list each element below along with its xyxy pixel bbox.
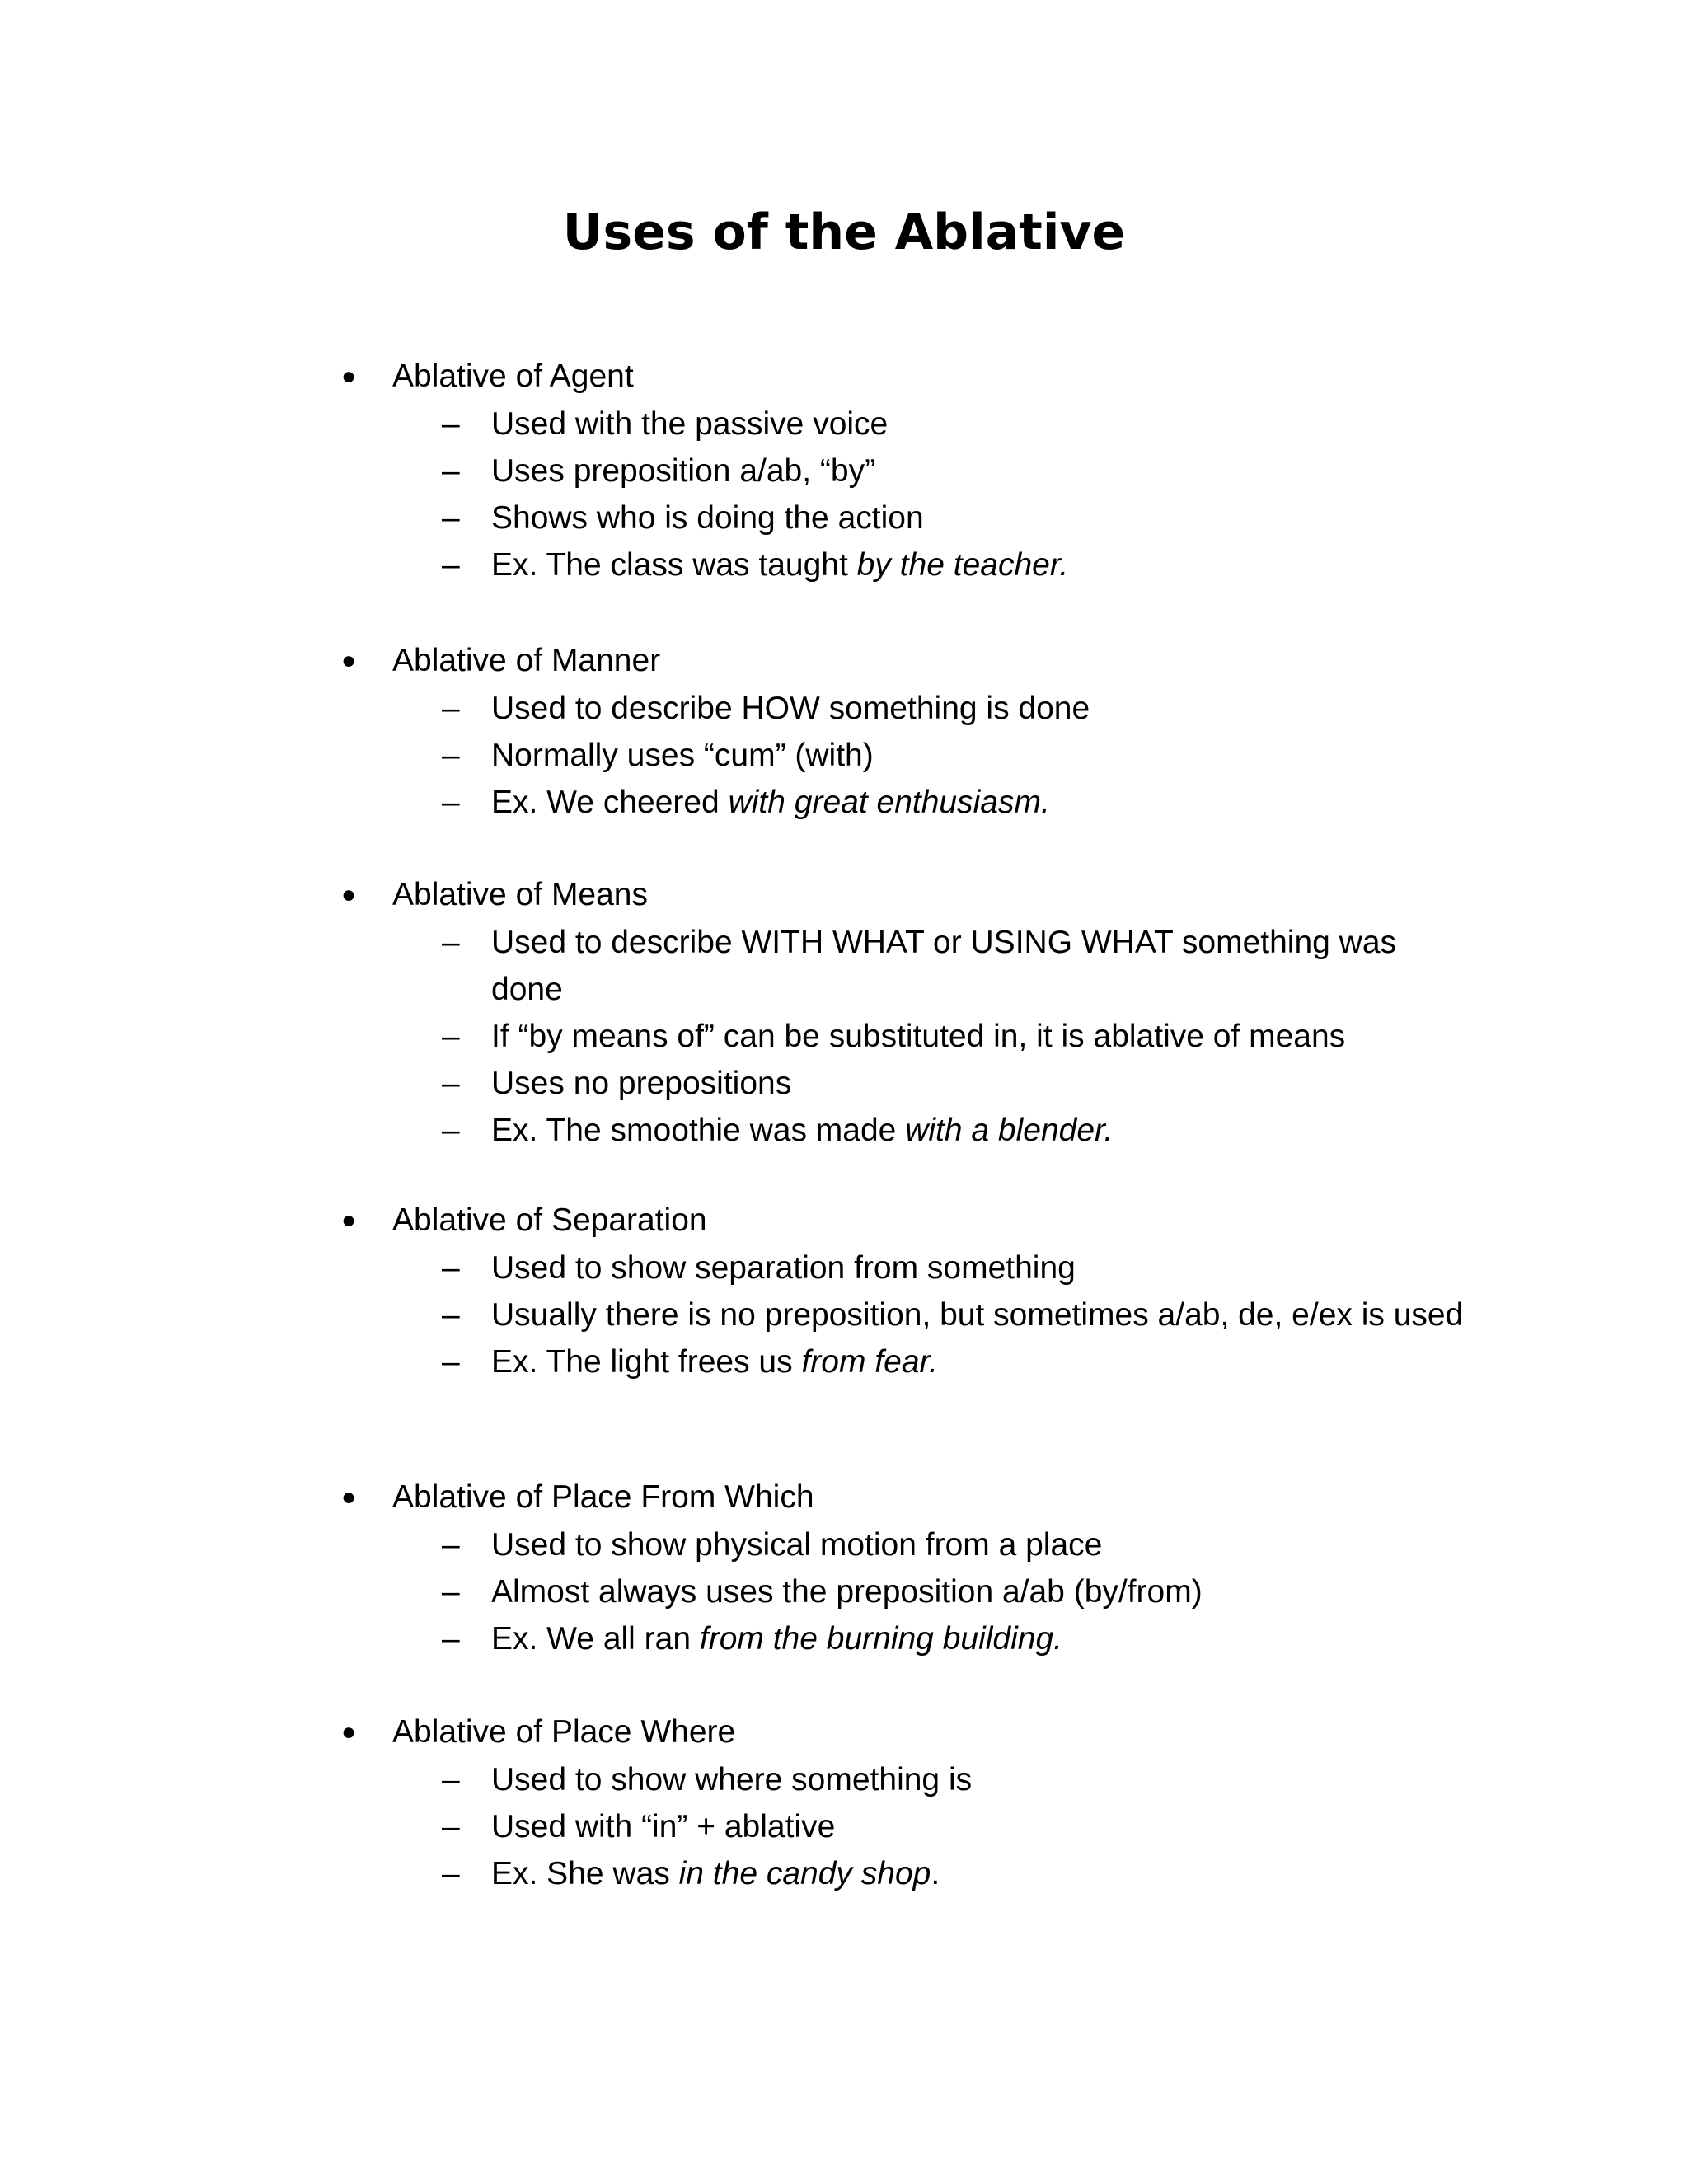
example-italic-text: from the burning building. bbox=[699, 1621, 1062, 1657]
list-item bbox=[0, 1803, 1688, 1850]
dash-icon: – bbox=[442, 1527, 460, 1563]
section-ablative-of-separation bbox=[0, 1197, 1688, 1385]
example-plain-text: Ex. She was bbox=[491, 1856, 679, 1891]
section-heading bbox=[0, 1197, 1688, 1244]
list-item-text: Shows who is doing the action bbox=[491, 500, 924, 536]
section-ablative-of-place-where bbox=[0, 1708, 1688, 1897]
example-italic-text: in the candy shop bbox=[678, 1856, 931, 1891]
dash-icon: – bbox=[442, 925, 460, 960]
list-item-text: Uses preposition a/ab, “by” bbox=[491, 453, 876, 489]
section-heading bbox=[0, 1708, 1688, 1756]
list-item-text: Almost always uses the preposition a/ab (by/from) bbox=[491, 1574, 1203, 1610]
list-item-text: Used to describe HOW something is done bbox=[491, 691, 1090, 726]
example-text bbox=[491, 1338, 1464, 1385]
example-text bbox=[491, 1850, 1464, 1897]
section-heading-text: Ablative of Agent bbox=[392, 359, 634, 394]
list-item-text: Used with “in” + ablative bbox=[491, 1809, 836, 1844]
bullet-icon: ● bbox=[341, 363, 357, 390]
example-plain-text: Ex. We all ran bbox=[491, 1621, 700, 1657]
dash-icon: – bbox=[442, 547, 460, 583]
dash-icon: – bbox=[442, 406, 460, 442]
example-item bbox=[0, 1338, 1688, 1385]
example-item bbox=[0, 541, 1688, 588]
dash-icon: – bbox=[442, 1066, 460, 1101]
example-plain-text: Ex. The light frees us bbox=[491, 1344, 802, 1380]
list-item-text: Used with the passive voice bbox=[491, 406, 889, 442]
section-ablative-of-manner bbox=[0, 637, 1688, 826]
bullet-icon: ● bbox=[341, 1718, 357, 1746]
list-item bbox=[0, 401, 1688, 448]
list-item bbox=[0, 919, 1688, 1013]
example-plain-text: Ex. The class was taught bbox=[491, 547, 857, 583]
example-trailing-text: . bbox=[931, 1856, 940, 1891]
dash-icon: – bbox=[442, 1762, 460, 1797]
example-item bbox=[0, 1850, 1688, 1897]
dash-icon: – bbox=[442, 1344, 460, 1380]
list-item-text: Normally uses “cum” (with) bbox=[491, 738, 874, 773]
example-italic-text: with a blender. bbox=[905, 1113, 1114, 1148]
section-ablative-of-means bbox=[0, 871, 1688, 1154]
section-heading bbox=[0, 871, 1688, 919]
list-item-text: Used to show physical motion from a place bbox=[491, 1527, 1103, 1563]
list-item bbox=[0, 1756, 1688, 1803]
dash-icon: – bbox=[442, 1621, 460, 1657]
dash-icon: – bbox=[442, 1113, 460, 1148]
dash-icon: – bbox=[442, 785, 460, 820]
list-item-text: Used to show separation from something bbox=[491, 1250, 1076, 1286]
example-italic-text: from fear. bbox=[801, 1344, 938, 1380]
list-item bbox=[0, 1521, 1688, 1568]
page-title: Uses of the Ablative bbox=[562, 204, 1126, 261]
section-heading bbox=[0, 1474, 1688, 1521]
example-text bbox=[491, 1615, 1464, 1662]
list-item-text: Used to show where something is bbox=[491, 1762, 973, 1797]
section-heading-text: Ablative of Means bbox=[392, 877, 649, 912]
list-item-text: Usually there is no preposition, but sometimes a/ab, de, e/ex is used bbox=[491, 1297, 1464, 1333]
example-italic-text: with great enthusiasm. bbox=[728, 785, 1050, 820]
list-item bbox=[0, 448, 1688, 494]
example-item bbox=[0, 779, 1688, 826]
example-italic-text: by the teacher. bbox=[856, 547, 1069, 583]
dash-icon: – bbox=[442, 453, 460, 489]
section-heading-text: Ablative of Place Where bbox=[392, 1714, 736, 1750]
section-heading-text: Ablative of Manner bbox=[392, 643, 661, 678]
dash-icon: – bbox=[442, 500, 460, 536]
dash-icon: – bbox=[442, 1809, 460, 1844]
list-item bbox=[0, 1060, 1688, 1107]
list-item-text: If “by means of” can be substituted in, it is ablative of means bbox=[491, 1019, 1346, 1054]
section-heading-text: Ablative of Separation bbox=[392, 1202, 707, 1238]
example-text bbox=[491, 541, 1464, 588]
section-heading bbox=[0, 637, 1688, 685]
section-heading bbox=[0, 353, 1688, 401]
dash-icon: – bbox=[442, 1574, 460, 1610]
dash-icon: – bbox=[442, 1856, 460, 1891]
dash-icon: – bbox=[442, 738, 460, 773]
list-item bbox=[0, 685, 1688, 732]
dash-icon: – bbox=[442, 1250, 460, 1286]
bullet-icon: ● bbox=[341, 1483, 357, 1511]
example-text bbox=[491, 1107, 1464, 1154]
list-item bbox=[0, 732, 1688, 779]
bullet-icon: ● bbox=[341, 881, 357, 908]
example-plain-text: Ex. We cheered bbox=[491, 785, 729, 820]
section-ablative-of-agent bbox=[0, 353, 1688, 588]
bullet-icon: ● bbox=[341, 647, 357, 674]
list-item bbox=[0, 1244, 1688, 1291]
section-ablative-of-place-from-which bbox=[0, 1474, 1688, 1662]
example-item bbox=[0, 1107, 1688, 1154]
example-plain-text: Ex. The smoothie was made bbox=[491, 1113, 906, 1148]
example-text bbox=[491, 779, 1464, 826]
list-item bbox=[0, 1013, 1688, 1060]
list-item bbox=[0, 1568, 1688, 1615]
dash-icon: – bbox=[442, 691, 460, 726]
section-heading-text: Ablative of Place From Which bbox=[392, 1479, 814, 1515]
list-item bbox=[0, 1291, 1688, 1338]
bullet-icon: ● bbox=[341, 1207, 357, 1234]
list-item-text: Uses no prepositions bbox=[491, 1066, 792, 1101]
list-item-text: Used to describe WITH WHAT or USING WHAT something was done bbox=[491, 925, 1397, 1007]
list-item bbox=[0, 494, 1688, 541]
example-item bbox=[0, 1615, 1688, 1662]
dash-icon: – bbox=[442, 1297, 460, 1333]
dash-icon: – bbox=[442, 1019, 460, 1054]
